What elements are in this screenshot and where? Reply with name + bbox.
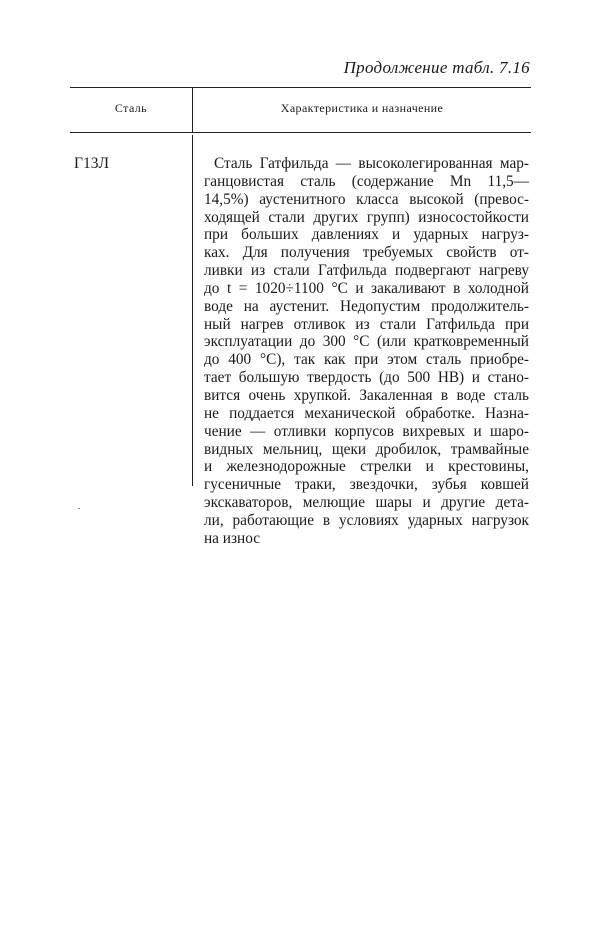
description-line: ганцовистая сталь (содержание Mn 11,5— xyxy=(204,172,529,190)
description-line: Сталь Гатфильда — высоколегированная мар- xyxy=(214,155,529,172)
table-caption: Продолжение табл. 7.16 xyxy=(343,58,530,77)
description-line: ливки из стали Гатфильда подвергают нагреву xyxy=(204,262,529,280)
description-line: ходящей стали других групп) износостойкости xyxy=(204,208,529,226)
description-line: ли, работающие в условиях ударных нагрузок xyxy=(204,511,529,529)
steel-description xyxy=(204,155,529,548)
table-header-rule xyxy=(70,132,531,133)
description-line: видных мельниц, щеки дробилок, трамвайные xyxy=(204,440,529,458)
description-line: до t = 1020÷1100 °C и закаливают в холодной xyxy=(204,279,529,297)
description-line: гусеничные траки, звездочки, зубья ковшей xyxy=(204,476,529,494)
table-top-rule xyxy=(70,87,531,88)
description-line: ный нагрев отливок из стали Гатфильда при xyxy=(204,315,529,333)
description-line: при больших давлениях и ударных нагруз- xyxy=(204,226,529,244)
column-header-steel: Сталь xyxy=(114,101,148,115)
description-line: 14,5%) аустенитного класса высокой (превос- xyxy=(204,190,529,208)
description-line: до 400 °C), так как при этом сталь приобре- xyxy=(204,351,529,369)
description-line: и железнодорожные стрелки и крестовины, xyxy=(204,458,529,476)
scan-speck xyxy=(78,508,80,509)
column-header-description: Характеристика и назначение xyxy=(280,101,444,115)
description-line: тает большую твердость (до 500 НВ) и стано- xyxy=(204,369,529,387)
steel-grade: Г13Л xyxy=(74,155,109,172)
description-line: чение — отливки корпусов вихревых и шаро- xyxy=(204,422,529,440)
description-line: не поддается механической обработке. Назна- xyxy=(204,404,529,422)
description-line: эксплуатации до 300 °C (или кратковременный xyxy=(204,333,529,351)
description-line: вится очень хрупкой. Закаленная в воде сталь xyxy=(204,386,529,404)
description-line: воде на аустенит. Недопустим продолжитель- xyxy=(204,297,529,315)
description-line: ках. Для получения требуемых свойств от- xyxy=(204,244,529,262)
body-column-divider xyxy=(192,135,193,486)
description-line: на износ xyxy=(204,529,261,547)
description-line: экскаваторов, мелющие шары и другие дета- xyxy=(204,494,529,512)
